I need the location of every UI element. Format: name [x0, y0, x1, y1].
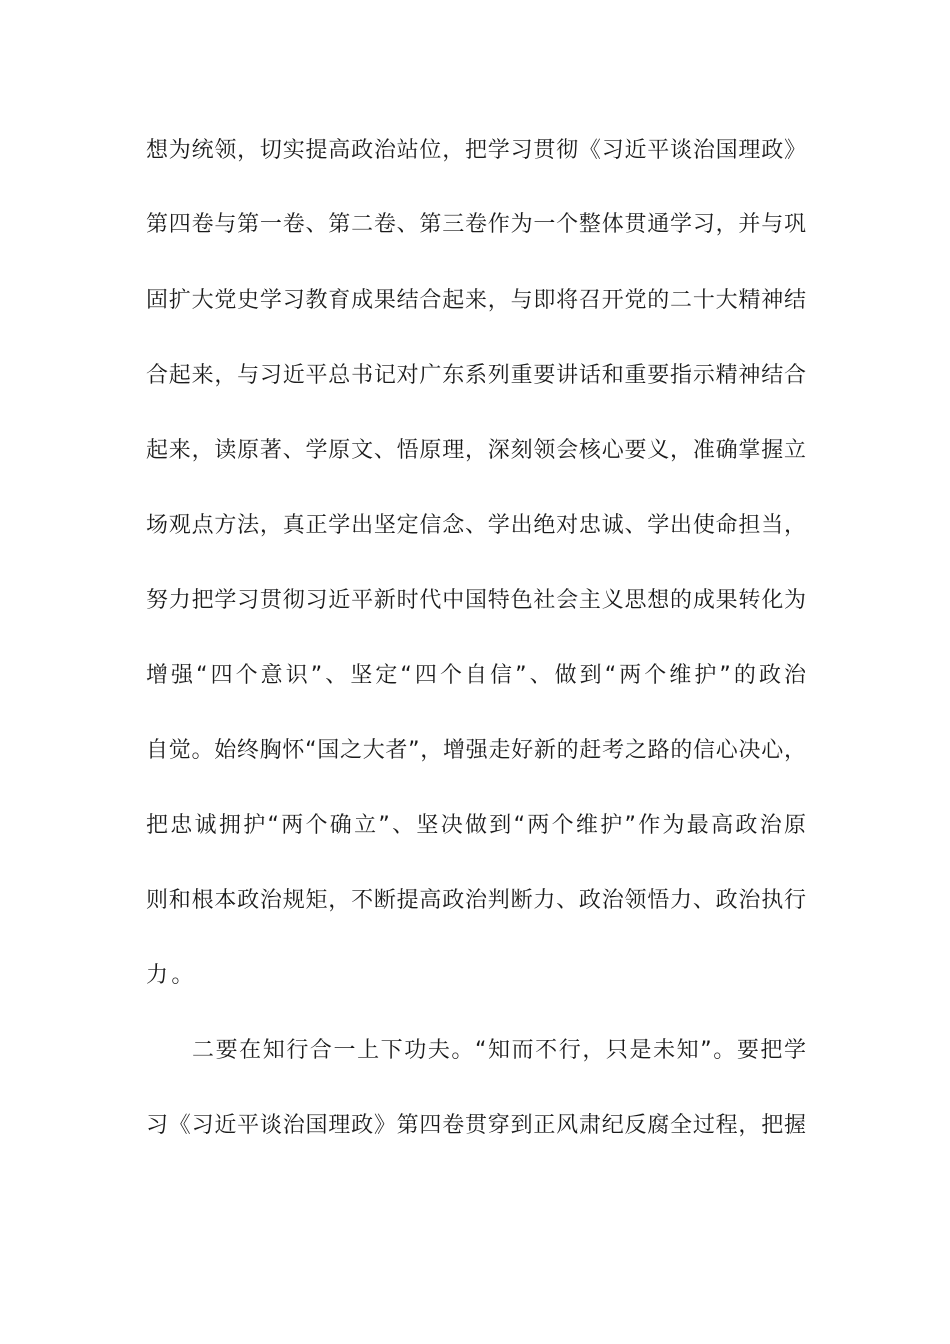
- paragraph-line: 把忠诚拥护“两个确立”、坚决做到“两个维护”作为最高政治原: [146, 813, 806, 838]
- paragraph-line: 固扩大党史学习教育成果结合起来，与即将召开党的二十大精神结: [146, 288, 806, 313]
- paragraph-line: 增强“四个意识”、坚定“四个自信”、做到“两个维护”的政治: [146, 663, 806, 688]
- paragraph-line: 场观点方法，真正学出坚定信念、学出绝对忠诚、学出使命担当，: [146, 513, 806, 538]
- paragraph-line: 自觉。始终胸怀“国之大者”，增强走好新的赶考之路的信心决心，: [146, 738, 806, 763]
- paragraph-line: 第四卷与第一卷、第二卷、第三卷作为一个整体贯通学习，并与巩: [146, 212, 806, 237]
- paragraph-line: 二要在知行合一上下功夫。“知而不行，只是未知”。要把学: [192, 1038, 806, 1063]
- paragraph-line: 努力把学习贯彻习近平新时代中国特色社会主义思想的成果转化为: [146, 588, 806, 613]
- paragraph-line: 则和根本政治规矩，不断提高政治判断力、政治领悟力、政治执行: [146, 888, 806, 913]
- paragraph-line: 习《习近平谈治国理政》第四卷贯穿到正风肃纪反腐全过程，把握: [146, 1113, 806, 1138]
- paragraph-line: 想为统领，切实提高政治站位，把学习贯彻《习近平谈治国理政》: [146, 138, 806, 163]
- paragraph-line: 力。: [146, 963, 197, 988]
- paragraph-line: 起来，读原著、学原文、悟原理，深刻领会核心要义，准确掌握立: [146, 438, 806, 463]
- paragraph-line: 合起来，与习近平总书记对广东系列重要讲话和重要指示精神结合: [146, 363, 806, 388]
